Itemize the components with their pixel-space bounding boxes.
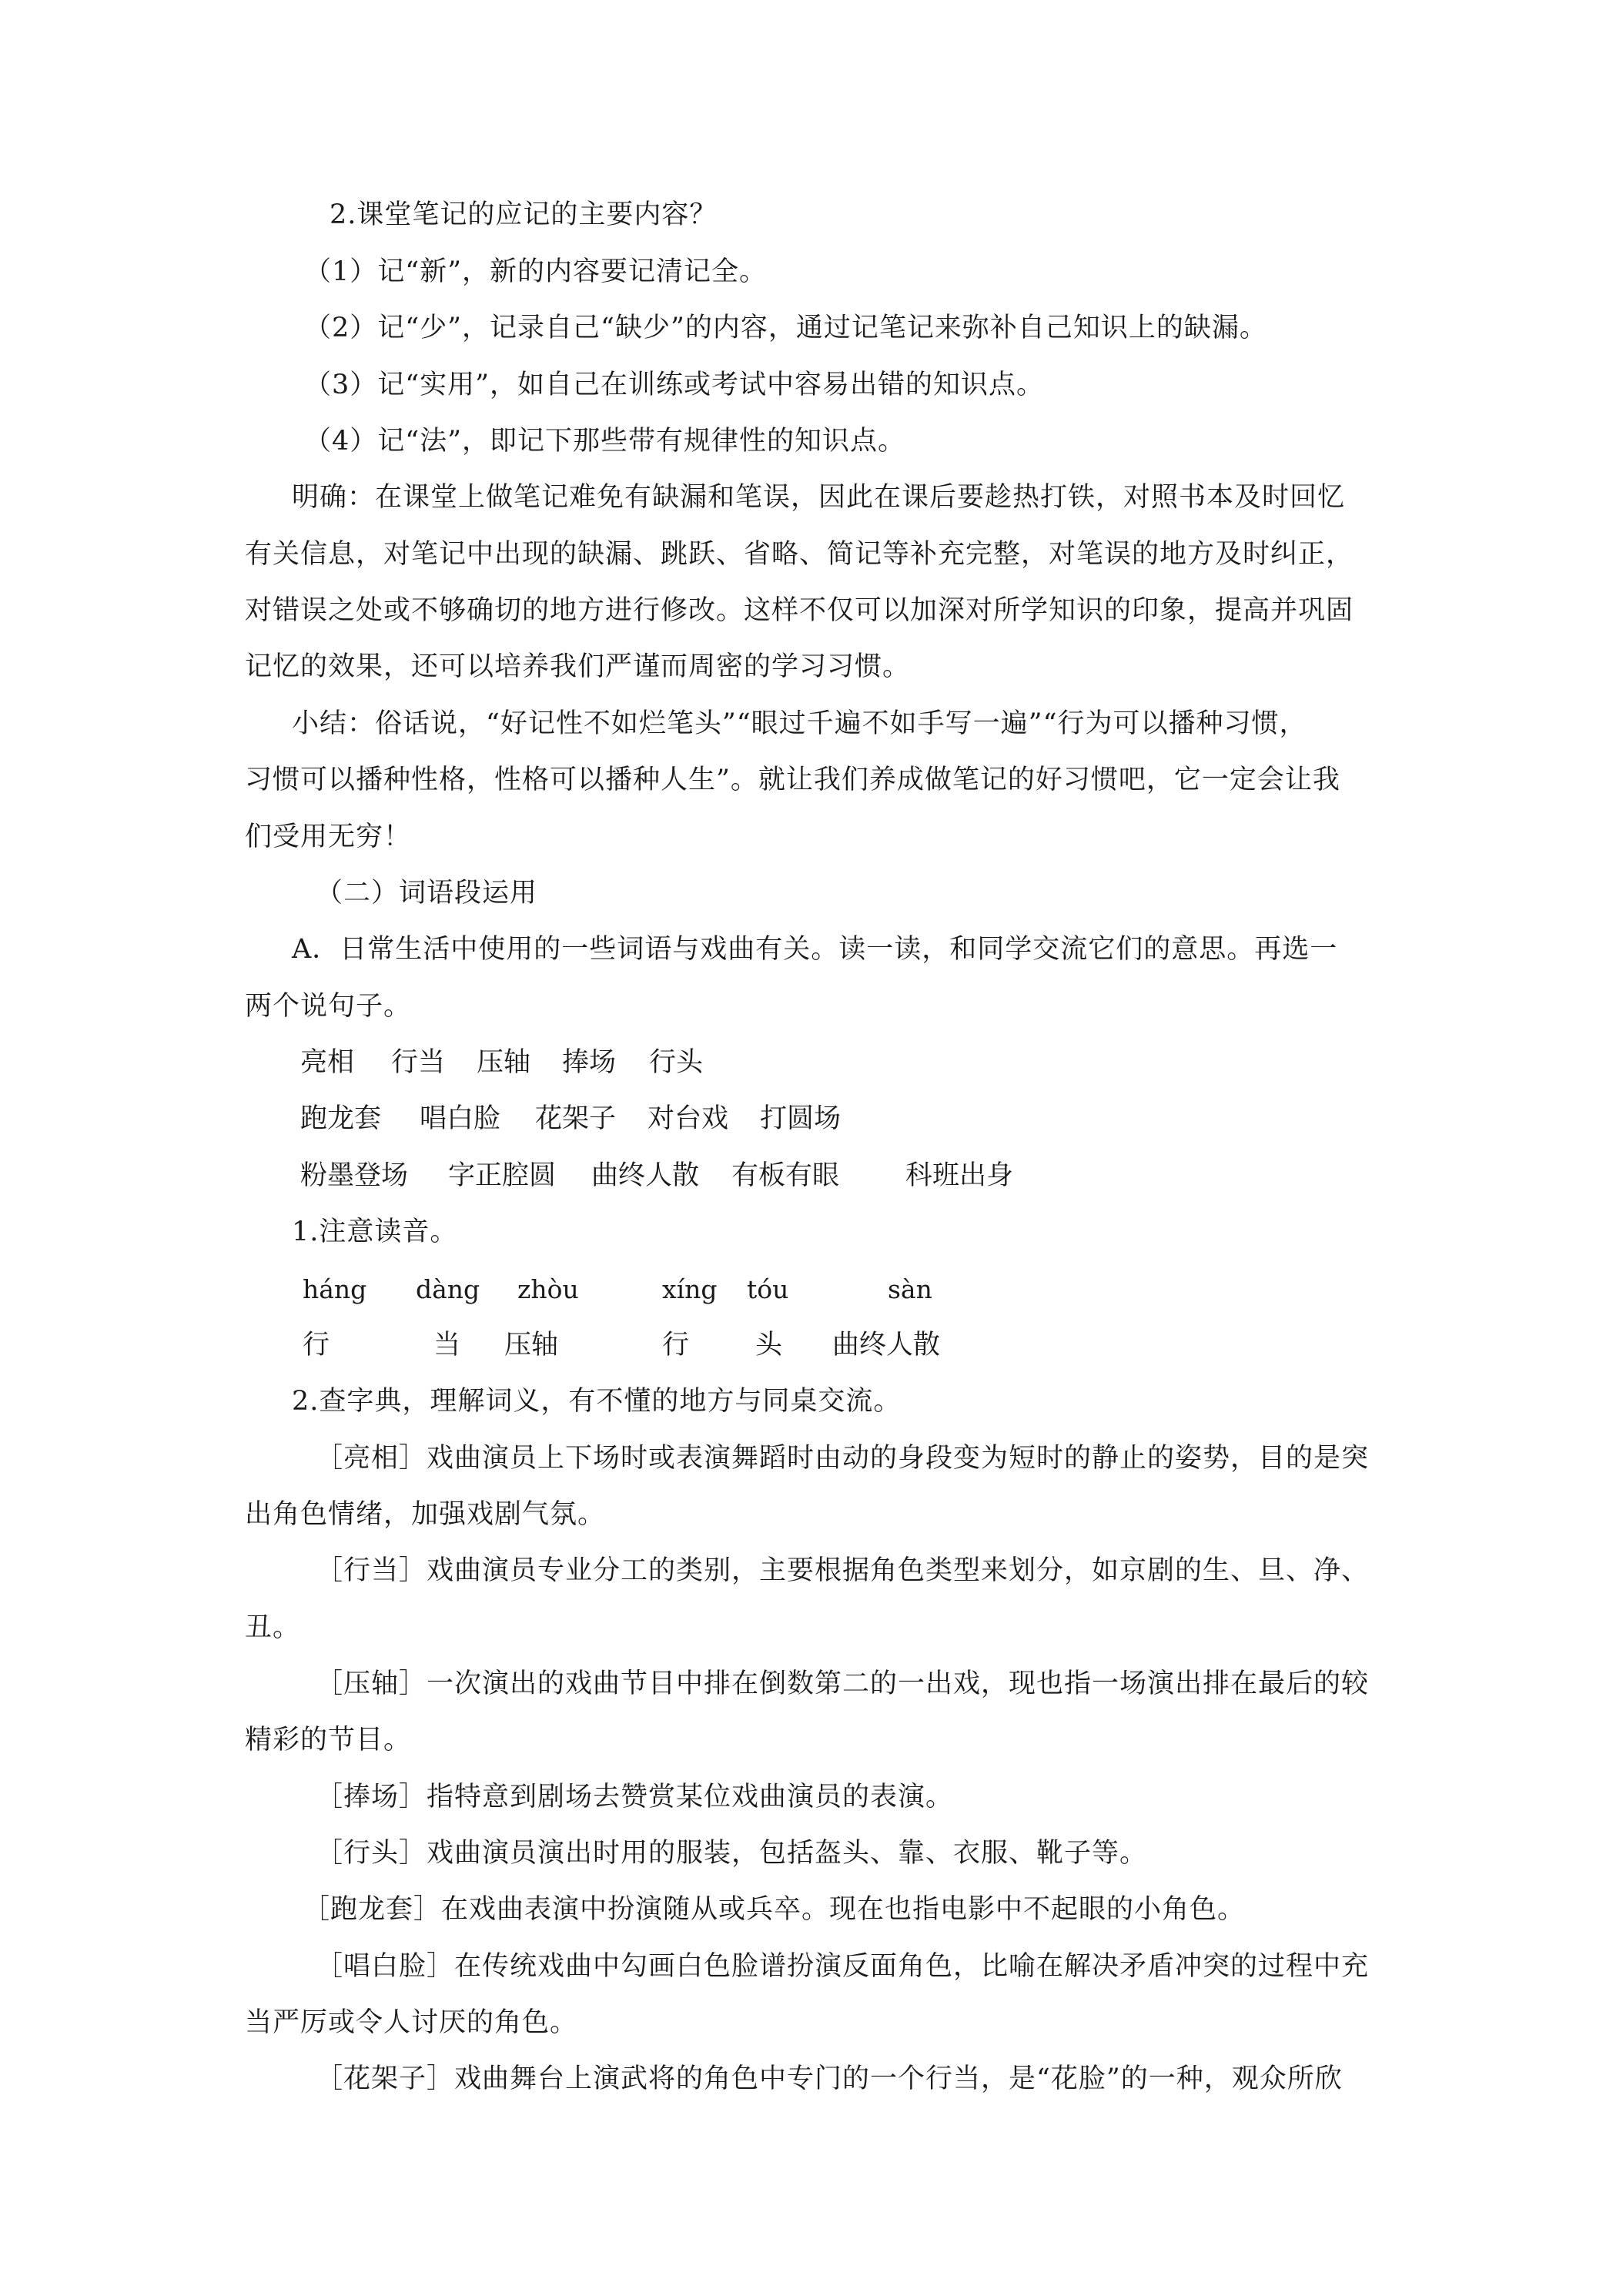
clarify-paragraph-line: 对错误之处或不够确切的地方进行修改。这样不仅可以加深对所学知识的印象，提高并巩固 (245, 595, 1354, 626)
note-item: （4）记“法”，即记下那些带有规律性的知识点。 (304, 426, 906, 457)
note-item: （2）记“少”，记录自己“缺少”的内容，通过记笔记来弥补自己知识上的缺漏。 (304, 313, 1267, 343)
step-heading: 1.注意读音。 (292, 1217, 458, 1247)
summary-paragraph-line: 习惯可以播种性格，性格可以播种人生”。就让我们养成做笔记的好习惯吧，它一定会让我 (245, 765, 1340, 795)
word-item: 压轴 (477, 1047, 531, 1078)
pinyin-character: 当 (433, 1330, 461, 1361)
word-item: 字正腔圆 (448, 1160, 557, 1191)
word-item: 跑龙套 (300, 1103, 382, 1134)
task-line: A．日常生活中使用的一些词语与戏曲有关。读一读，和同学交流它们的意思。再选一 (292, 934, 1338, 965)
word-item: 曲终人散 (591, 1160, 700, 1191)
clarify-paragraph-line: 明确：在课堂上做笔记难免有缺漏和笔误，因此在课后要趁热打铁，对照书本及时回忆 (292, 482, 1346, 513)
clarify-paragraph-line: 记忆的效果，还可以培养我们严谨而周密的学习习惯。 (245, 651, 911, 682)
definition-line: 丑。 (245, 1612, 301, 1643)
pinyin-label: dàng (416, 1274, 480, 1304)
note-item: （1）记“新”，新的内容要记清记全。 (304, 256, 768, 287)
definition-line: ［行头］戏曲演员演出时用的服装，包括盔头、靠、衣服、靴子等。 (316, 1838, 1148, 1869)
pinyin-character: 行 (303, 1330, 330, 1361)
clarify-paragraph-line: 有关信息，对笔记中出现的缺漏、跳跃、省略、简记等补充完整，对笔误的地方及时纠正， (245, 539, 1354, 570)
word-item: 打圆场 (760, 1103, 842, 1134)
pinyin-label: tóu (747, 1274, 789, 1304)
word-item: 对台戏 (648, 1103, 729, 1134)
note-item: （3）记“实用”，如自己在训练或考试中容易出错的知识点。 (304, 370, 1045, 400)
pinyin-character: 头 (755, 1330, 783, 1361)
summary-paragraph-line: 小结：俗话说，“好记性不如烂笔头”“眼过千遍不如手写一遍”“行为可以播种习惯， (292, 708, 1307, 739)
step-heading: 2.查字典，理解词义，有不懂的地方与同桌交流。 (292, 1386, 902, 1417)
word-item: 唱白脸 (420, 1103, 501, 1134)
definition-line: ［跑龙套］在戏曲表演中扮演随从或兵卒。现在也指电影中不起眼的小角色。 (303, 1894, 1246, 1925)
pinyin-label: sàn (888, 1274, 932, 1304)
word-item: 有板有眼 (731, 1160, 840, 1191)
pinyin-character: 行 (662, 1330, 690, 1361)
pinyin-character: 曲终人散 (832, 1330, 941, 1361)
pinyin-label: xíng (662, 1274, 718, 1304)
pinyin-label: háng (303, 1274, 367, 1304)
definition-line: ［亮相］戏曲演员上下场时或表演舞蹈时由动的身段变为短时的静止的姿势，目的是突 (316, 1443, 1370, 1474)
definition-line: ［捧场］指特意到剧场去赞赏某位戏曲演员的表演。 (316, 1782, 954, 1812)
pinyin-label: zhòu (517, 1274, 579, 1304)
word-item: 行头 (649, 1047, 704, 1078)
pinyin-character: 压轴 (504, 1330, 559, 1361)
task-line: 两个说句子。 (245, 991, 412, 1022)
word-item: 科班出身 (905, 1160, 1014, 1191)
summary-paragraph-line: 们受用无穷！ (245, 822, 412, 852)
word-item: 花架子 (535, 1103, 617, 1134)
definition-line: ［行当］戏曲演员专业分工的类别，主要根据角色类型来划分，如京剧的生、旦、净、 (316, 1555, 1370, 1586)
word-item: 亮相 (300, 1047, 355, 1078)
section-heading: （二）词语段运用 (316, 878, 538, 909)
word-item: 捧场 (562, 1047, 617, 1078)
question-heading: 2.课堂笔记的应记的主要内容？ (330, 199, 718, 230)
word-item: 粉墨登场 (300, 1160, 409, 1191)
definition-line: ［压轴］一次演出的戏曲节目中排在倒数第二的一出戏，现也指一场演出排在最后的较 (316, 1668, 1370, 1699)
word-item: 行当 (391, 1047, 446, 1078)
definition-line: 精彩的节目。 (245, 1725, 412, 1755)
definition-line: ［唱白脸］在传统戏曲中勾画白色脸谱扮演反面角色，比喻在解决矛盾冲突的过程中充 (316, 1951, 1370, 1982)
definition-line: 出角色情绪，加强戏剧气氛。 (245, 1499, 606, 1530)
definition-line: 当严厉或令人讨厌的角色。 (245, 2007, 578, 2038)
definition-line: ［花架子］戏曲舞台上演武将的角色中专门的一个行当，是“花脸”的一种，观众所欣 (316, 2063, 1343, 2094)
